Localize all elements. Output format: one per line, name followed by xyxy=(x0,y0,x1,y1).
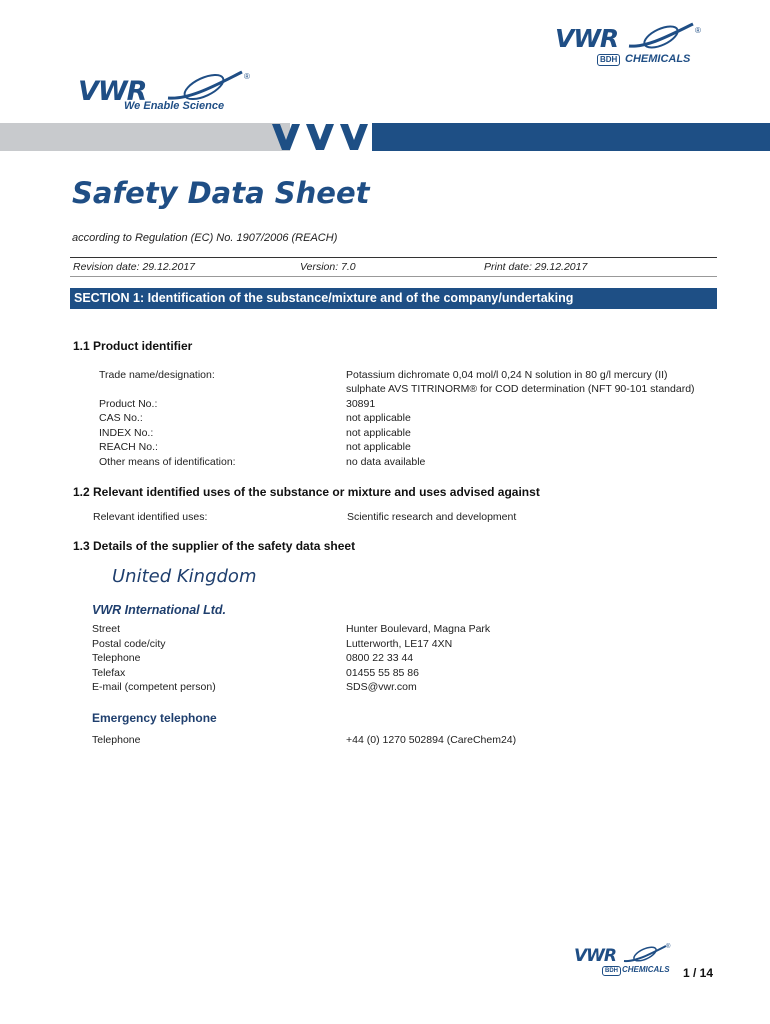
flask-swoosh-icon xyxy=(627,22,697,50)
section-heading-bar: SECTION 1: Identification of the substance/mixture and of the company/undertaking xyxy=(70,288,717,309)
flask-swoosh-icon xyxy=(622,944,671,964)
chevron-pattern-icon xyxy=(268,118,380,156)
footer-logo-brand: CHEMICALS xyxy=(622,965,670,974)
index-no-value: not applicable xyxy=(346,427,411,439)
postal-label: Postal code/city xyxy=(92,638,166,650)
header-logo xyxy=(555,22,705,67)
main-logo-registered: ® xyxy=(244,72,250,81)
regulation-text: according to Regulation (EC) No. 1907/2006 (REACH) xyxy=(72,232,338,244)
identified-uses-heading: 1.2 Relevant identified uses of the substance or mixture and uses advised against xyxy=(73,485,540,499)
product-no-value: 30891 xyxy=(346,398,376,410)
revision-rule-bottom xyxy=(70,276,717,277)
street-label: Street xyxy=(92,623,121,635)
identified-uses-label: Relevant identified uses: xyxy=(93,511,208,523)
banner-blue-band xyxy=(372,123,770,151)
revision-date: Revision date: 29.12.2017 xyxy=(73,261,196,273)
flask-swoosh-icon xyxy=(166,70,246,102)
product-identifier-heading: 1.1 Product identifier xyxy=(73,339,193,353)
footer-logo-registered: ® xyxy=(666,944,671,950)
revision-rule-top xyxy=(70,257,717,258)
banner-grey-band xyxy=(0,123,290,151)
emergency-heading: Emergency telephone xyxy=(92,711,217,725)
trade-name-value-line1: Potassium dichromate 0,04 mol/l 0,24 N solution in 80 g/l mercury (II) xyxy=(346,369,668,381)
identified-uses-value: Scientific research and development xyxy=(347,511,517,523)
version: Version: 7.0 xyxy=(300,261,356,273)
reach-no-label: REACH No.: xyxy=(99,441,158,453)
header-logo-brand: CHEMICALS xyxy=(625,53,691,65)
page-number: 1 / 14 xyxy=(683,966,714,980)
footer-logo-word: VWR xyxy=(574,946,616,966)
other-id-label: Other means of identification: xyxy=(99,456,236,468)
postal-value: Lutterworth, LE17 4XN xyxy=(346,638,453,650)
main-logo-word: VWR xyxy=(78,76,147,107)
reach-no-value: not applicable xyxy=(346,441,411,453)
emergency-telephone-value: +44 (0) 1270 502894 (CareChem24) xyxy=(346,734,517,746)
telefax-value: 01455 55 85 86 xyxy=(346,667,419,679)
supplier-heading: 1.3 Details of the supplier of the safety data sheet xyxy=(73,539,356,553)
main-logo-tagline: We Enable Science xyxy=(124,100,225,112)
supplier-country: United Kingdom xyxy=(112,566,257,587)
page-title: Safety Data Sheet xyxy=(72,176,370,210)
telephone-value: 0800 22 33 44 xyxy=(346,652,414,664)
trade-name-value-line2: sulphate AVS TITRINORM® for COD determination (NFT 90-101 standard) xyxy=(346,383,695,395)
footer-logo xyxy=(574,944,674,980)
street-value: Hunter Boulevard, Magna Park xyxy=(346,623,491,635)
product-no-label: Product No.: xyxy=(99,398,158,410)
email-label: E-mail (competent person) xyxy=(92,681,216,693)
emergency-telephone-label: Telephone xyxy=(92,734,141,746)
header-logo-registered: ® xyxy=(695,26,701,35)
cas-no-value: not applicable xyxy=(346,412,411,424)
print-date: Print date: 29.12.2017 xyxy=(484,261,588,273)
header-logo-word: VWR xyxy=(555,24,619,53)
telephone-label: Telephone xyxy=(92,652,141,664)
email-value: SDS@vwr.com xyxy=(346,681,417,693)
footer-logo-badge: BDH xyxy=(602,966,621,976)
trade-name-label: Trade name/designation: xyxy=(99,369,215,381)
cas-no-label: CAS No.: xyxy=(99,412,143,424)
other-id-value: no data available xyxy=(346,456,426,468)
supplier-company: VWR International Ltd. xyxy=(92,603,227,617)
telefax-label: Telefax xyxy=(92,667,126,679)
index-no-label: INDEX No.: xyxy=(99,427,154,439)
main-logo xyxy=(78,70,258,115)
header-logo-badge: BDH xyxy=(597,54,620,66)
